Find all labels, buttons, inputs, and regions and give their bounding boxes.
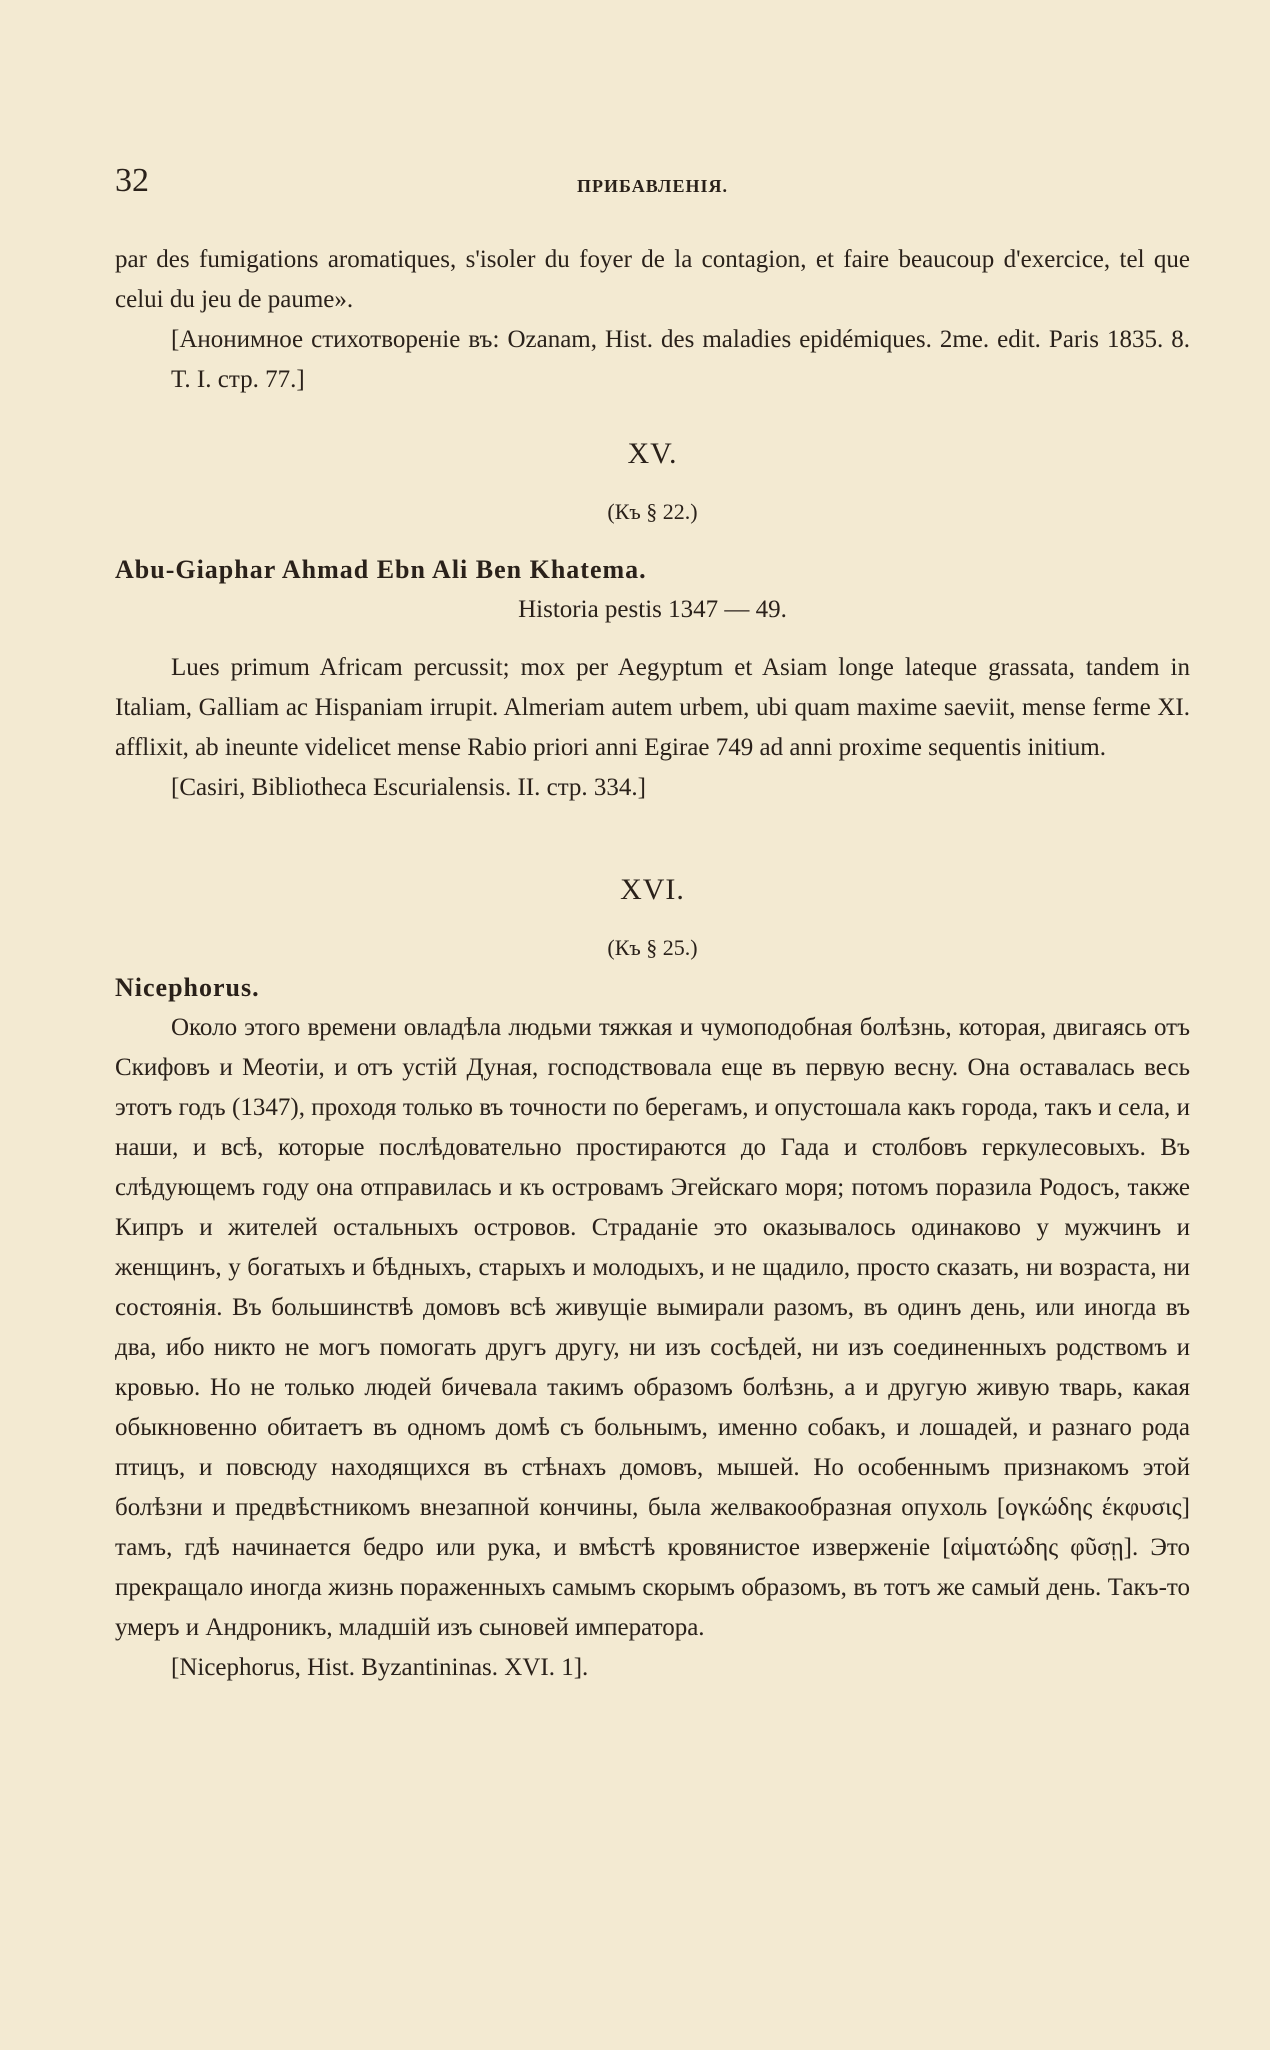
running-head: ПРИБАВЛЕНІЯ. xyxy=(577,176,728,196)
page-header xyxy=(115,162,1190,212)
section-xvi-author: Nicephorus. xyxy=(115,973,260,1002)
section-xvi-numeral: XVI. xyxy=(620,873,685,906)
section-xv-title: Historia pestis 1347 — 49. xyxy=(518,596,787,623)
section-xv-paragraph-ref: (Къ § 22.) xyxy=(607,499,698,524)
section-xv-author: Abu-Giaphar Ahmad Ebn Ali Ben Khatema. xyxy=(115,555,647,584)
page-body xyxy=(115,240,1190,1688)
section-xv-text: Lues primum Africam percussit; mox per Aegyptum et Asiam longe lateque grassata, tandem in Italiam, Galliam ac Hispaniam irrupit. Almeriam autem urbem, ubi quam maxime saeviit, mense ferme XI. afflixit, ab ineunte videlicet mense Rabio priori anni Egirae 749 ad anni proxime sequentis initium. xyxy=(115,654,1190,761)
section-xvi-reference: [Nicephorus, Hist. Byzantininas. XVI. 1]. xyxy=(171,1654,589,1681)
section-xvi-paragraph-ref: (Къ § 25.) xyxy=(607,935,698,960)
section-xvi-text: Около этого времени овладѣла людьми тяжкая и чумоподобная болѣзнь, которая, двигаясь отъ Скифовъ и Меотіи, и отъ устій Дуная, господствовала еще въ первую весну. Она оставалась весь этотъ годъ (1347), проходя только въ точности по берегамъ, и опустошала какъ города, такъ и села, и наши, и всѣ, которые послѣдовательно простираются до Гада и столбовъ геркулесовыхъ. Въ слѣдующемъ году она отправилась и къ островамъ Эгейскаго моря; потомъ поразила Родосъ, также Кипръ и жителей остальныхъ островов. Страданіе это оказывалось одинаково у мужчинъ и женщинъ, у богатыхъ и бѣдныхъ, старыхъ и молодыхъ, и не щадило, просто сказать, ни возраста, ни состоянія. Въ большинствѣ домовъ всѣ живущіе вымирали разомъ, въ одинъ день, или иногда въ два, ибо никто не могъ помогать другъ другу, ни изъ сосѣдей, ни изъ соединенныхъ родствомъ и кровью. Но не только людей бичевала такимъ образомъ болѣзнь, а и другую живую тварь, какая обыкновенно обитаетъ въ одномъ домѣ съ больнымъ, именно собакъ, и лошадей, и разнаго рода птицъ, и повсюду находящихся въ стѣнахъ домовъ, мышей. Но особеннымъ признакомъ этой болѣзни и предвѣстникомъ внезапной кончины, была желвакообразная опухоль [ογκώδης έκφυσις] тамъ, гдѣ начинается бедро или рука, и вмѣстѣ кровянистое изверженіе [αἱματώδης φῦσῃ]. Это прекращало иногда жизнь пораженныхъ самымъ скорымъ образомъ, въ тотъ же самый день. Такъ-то умеръ и Андроникъ, младшій изъ сыновей императора. xyxy=(115,1014,1190,1641)
section-xv-numeral: XV. xyxy=(627,437,678,470)
section-xv-reference: [Casiri, Bibliotheca Escurialensis. II. стр. 334.] xyxy=(171,774,646,801)
section1-text: par des fumigations aromatiques, s'isoler du foyer de la contagion, et faire beaucoup d'exercice, tel que celui du jeu de paume». xyxy=(115,246,1190,313)
section1-reference: [Анонимное стихотвореніе въ: Ozanam, Hist. des maladies epidémiques. 2me. edit. Paris 1835. 8. T. I. стр. 77.] xyxy=(171,326,1190,393)
page-number: 32 xyxy=(115,162,149,199)
